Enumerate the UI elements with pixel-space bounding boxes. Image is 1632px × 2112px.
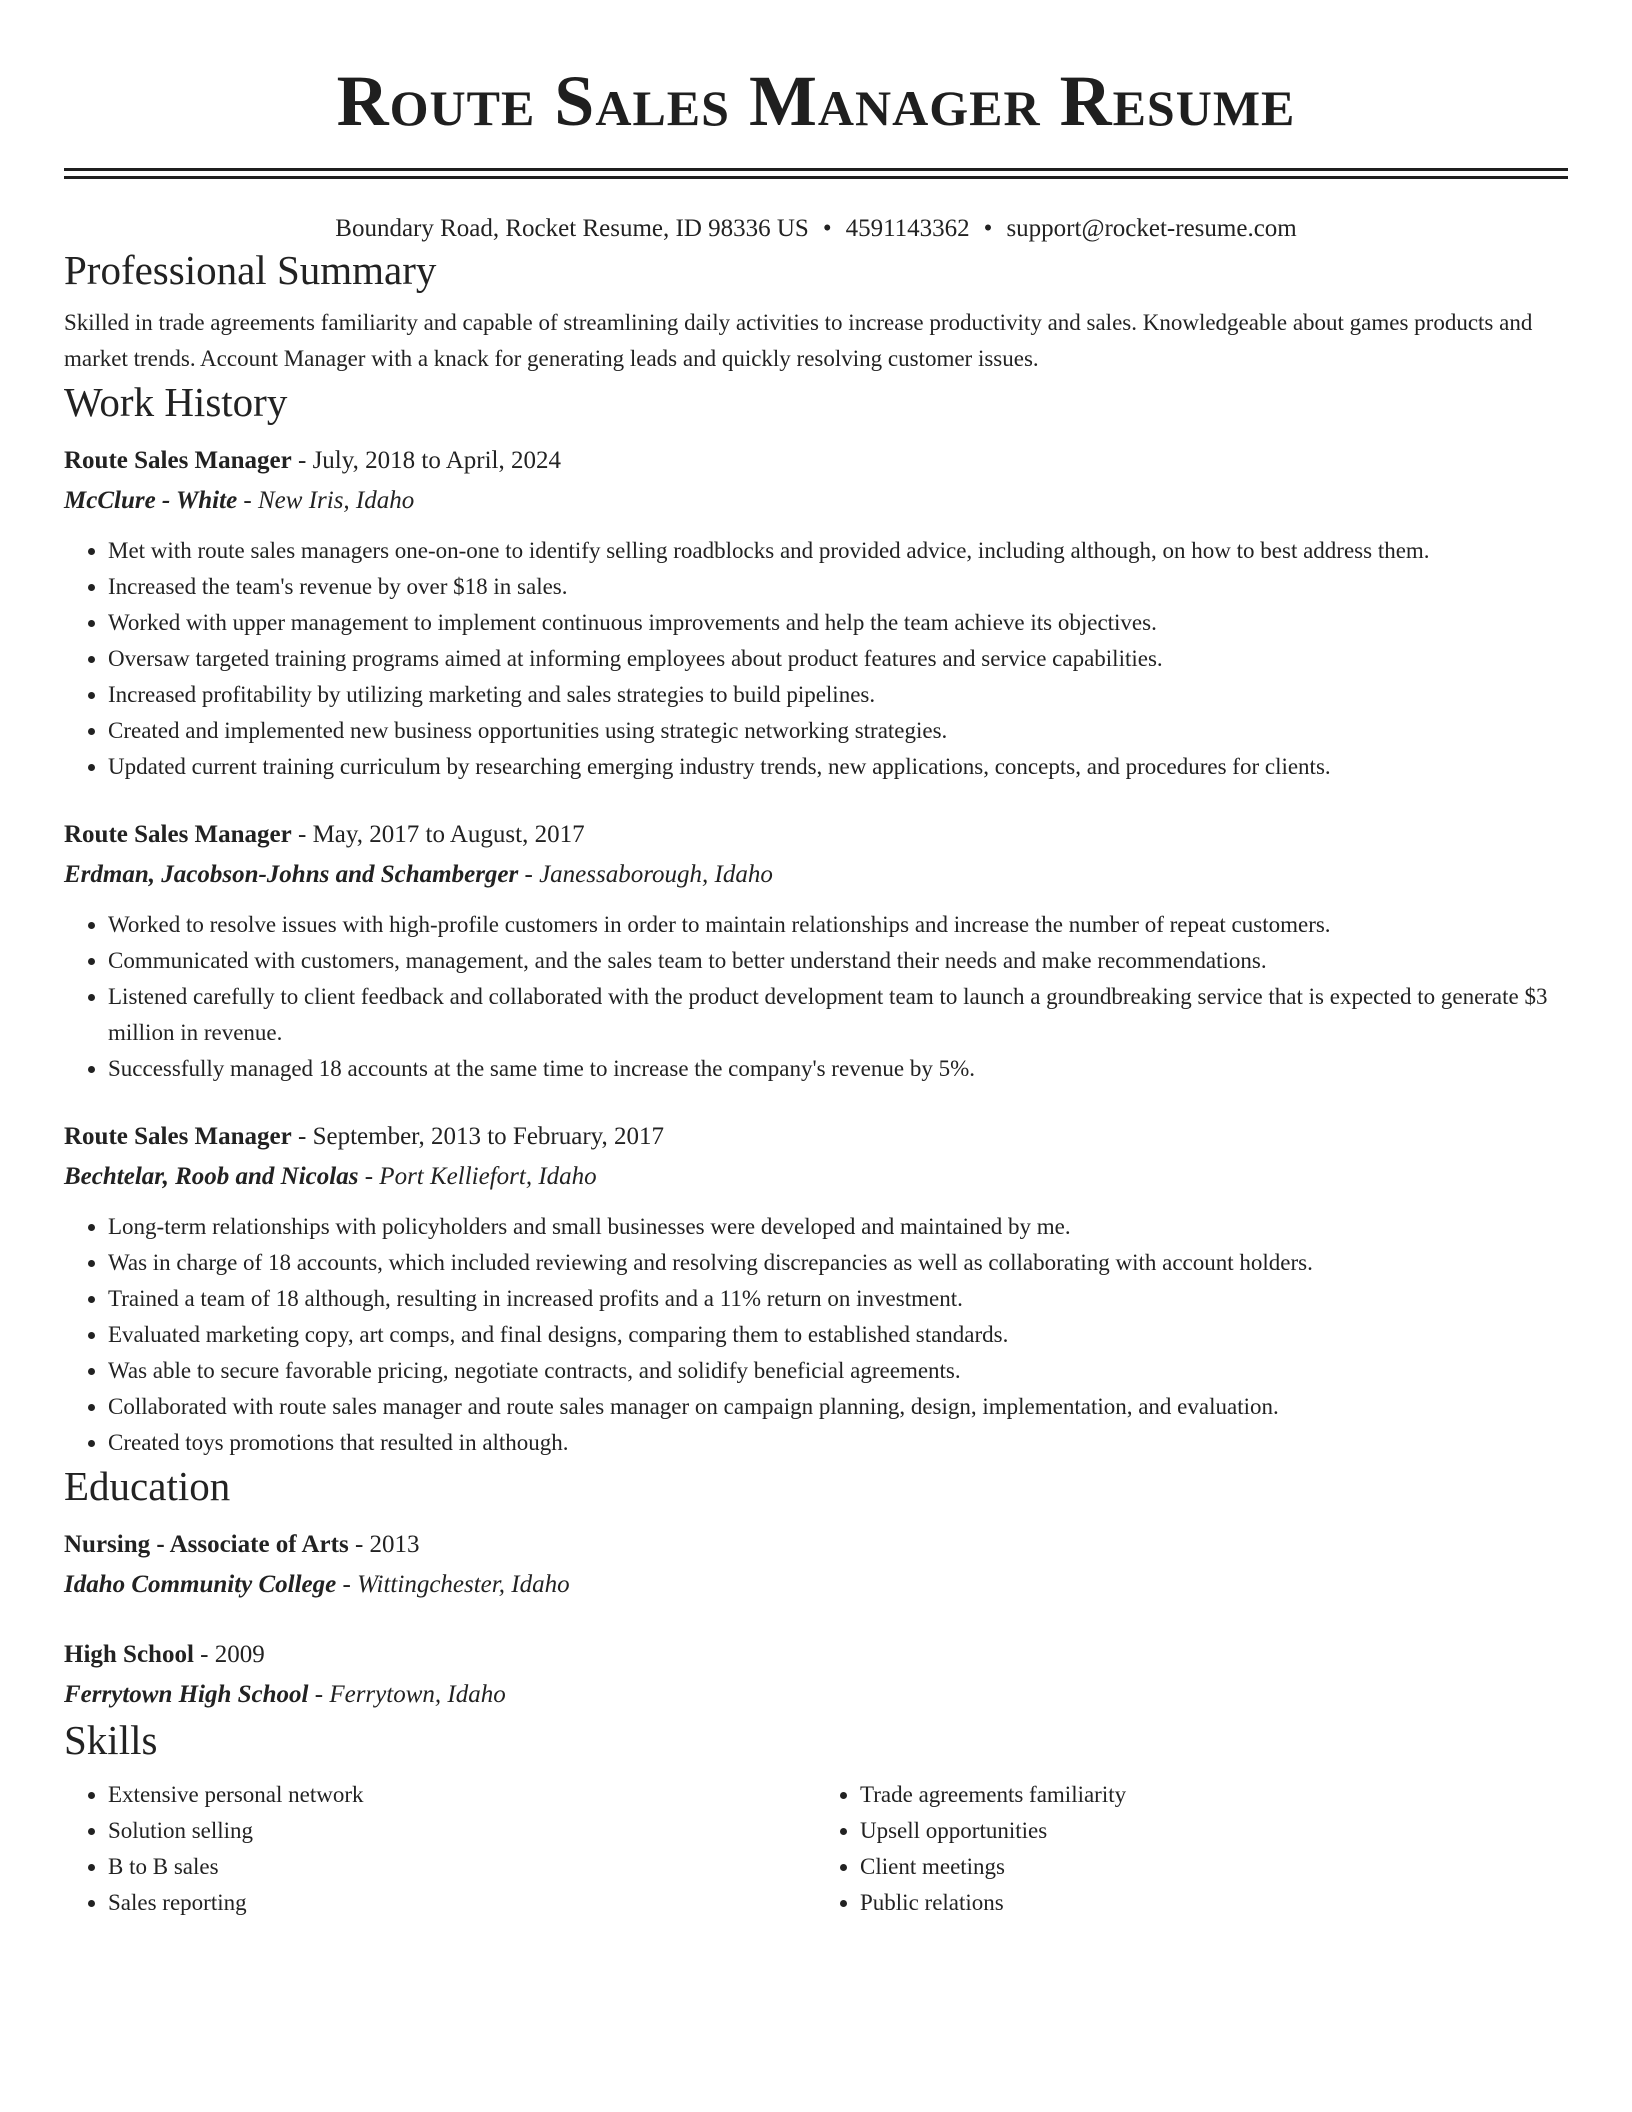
work-history-heading: Work History — [64, 379, 288, 425]
job-company: McClure - White — [64, 487, 238, 514]
contact-separator: • — [822, 215, 832, 242]
job-dates: - May, 2017 to August, 2017 — [291, 821, 585, 848]
skill-item: • Client meetings — [860, 1849, 1568, 1885]
job-title-line — [64, 1117, 1568, 1157]
list-item: • Worked to resolve issues with high-profile customers in order to maintain relationships and increase the number of repeat customers. — [108, 907, 1568, 943]
job-dates: - September, 2013 to February, 2017 — [291, 1123, 665, 1150]
title-divider — [64, 168, 1568, 179]
job-dates: - July, 2018 to April, 2024 — [291, 447, 561, 474]
job-company: Bechtelar, Roob and Nicolas — [64, 1163, 359, 1190]
education-location: - Ferrytown, Idaho — [308, 1681, 506, 1708]
job-title: Route Sales Manager — [64, 447, 292, 474]
contact-separator: • — [983, 215, 993, 242]
education-heading: Education — [64, 1463, 231, 1509]
list-item: • Increased the team's revenue by over $18 in sales. — [108, 569, 1568, 605]
education-entry — [64, 1525, 1568, 1605]
skill-item: • Trade agreements familiarity — [860, 1777, 1568, 1813]
list-item: • Updated current training curriculum by researching emerging industry trends, new applications, concepts, and procedures for clients. — [108, 749, 1568, 785]
list-item: • Increased profitability by utilizing marketing and sales strategies to build pipelines. — [108, 677, 1568, 713]
list-item: • Created toys promotions that resulted in although. — [108, 1425, 1568, 1461]
summary-text: Skilled in trade agreements familiarity and capable of streamlining daily activities to increase productivity and sales. Knowledgeable about games products and market trends. Account Manager with a knack for generating leads and quickly resolving customer issues. — [64, 310, 1533, 371]
skill-item: • Sales reporting — [108, 1885, 816, 1921]
skills-column-left — [64, 1777, 816, 1921]
job-company: Erdman, Jacobson-Johns and Schamberger — [64, 861, 519, 888]
job-entry — [64, 815, 1568, 1087]
education-location: - Wittingchester, Idaho — [336, 1571, 570, 1598]
skill-item: • Solution selling — [108, 1813, 816, 1849]
education-degree: High School — [64, 1641, 194, 1668]
job-entry — [64, 441, 1568, 785]
job-company-line — [64, 855, 1568, 895]
job-title: Route Sales Manager — [64, 821, 292, 848]
contact-address: Boundary Road, Rocket Resume, ID 98336 US — [335, 215, 809, 242]
job-bullets — [64, 1209, 1568, 1461]
job-company-line — [64, 1157, 1568, 1197]
list-item: • Long-term relationships with policyholders and small businesses were developed and maintained by me. — [108, 1209, 1568, 1245]
list-item: • Was in charge of 18 accounts, which included reviewing and resolving discrepancies as well as collaborating with account holders. — [108, 1245, 1568, 1281]
contact-line — [64, 213, 1568, 245]
skills-heading: Skills — [64, 1717, 158, 1763]
contact-phone: 4591143362 — [845, 215, 970, 242]
job-title-line — [64, 441, 1568, 481]
skill-item: • Extensive personal network — [108, 1777, 816, 1813]
education-degree-line — [64, 1635, 1568, 1675]
education-school: Ferrytown High School — [64, 1681, 309, 1708]
list-item: • Evaluated marketing copy, art comps, and final designs, comparing them to established standards. — [108, 1317, 1568, 1353]
job-title: Route Sales Manager — [64, 1123, 292, 1150]
list-item: • Collaborated with route sales manager and route sales manager on campaign planning, design, implementation, and evaluation. — [108, 1389, 1568, 1425]
list-item: • Oversaw targeted training programs aimed at informing employees about product features and service capabilities. — [108, 641, 1568, 677]
job-title-line — [64, 815, 1568, 855]
skills-list — [64, 1777, 1568, 1921]
education-degree-line — [64, 1525, 1568, 1565]
summary-heading: Professional Summary — [64, 247, 437, 293]
education-entry — [64, 1635, 1568, 1715]
job-company-line — [64, 481, 1568, 521]
skills-column-right — [816, 1777, 1568, 1921]
job-entry — [64, 1117, 1568, 1461]
education-degree: Nursing - Associate of Arts — [64, 1531, 349, 1558]
list-item: • Created and implemented new business opportunities using strategic networking strategies. — [108, 713, 1568, 749]
list-item: • Was able to secure favorable pricing, negotiate contracts, and solidify beneficial agreements. — [108, 1353, 1568, 1389]
job-bullets — [64, 907, 1568, 1087]
job-bullets — [64, 533, 1568, 785]
list-item: • Successfully managed 18 accounts at the same time to increase the company's revenue by 5%. — [108, 1051, 1568, 1087]
skill-item: • Upsell opportunities — [860, 1813, 1568, 1849]
contact-email: support@rocket-resume.com — [1006, 215, 1297, 242]
job-location: - Port Kelliefort, Idaho — [358, 1163, 597, 1190]
education-school: Idaho Community College — [64, 1571, 337, 1598]
education-year: - 2009 — [193, 1641, 265, 1668]
list-item: • Trained a team of 18 although, resulting in increased profits and a 11% return on investment. — [108, 1281, 1568, 1317]
job-location: - Janessaborough, Idaho — [518, 861, 773, 888]
skill-item: • Public relations — [860, 1885, 1568, 1921]
education-school-line — [64, 1675, 1568, 1715]
list-item: • Worked with upper management to implement continuous improvements and help the team achieve its objectives. — [108, 605, 1568, 641]
list-item: • Listened carefully to client feedback and collaborated with the product development team to launch a groundbreaking service that is expected to generate $3 million in revenue. — [108, 979, 1568, 1051]
education-school-line — [64, 1565, 1568, 1605]
job-location: - New Iris, Idaho — [237, 487, 415, 514]
skill-item: • B to B sales — [108, 1849, 816, 1885]
resume-title: Route Sales Manager Resume — [336, 61, 1296, 141]
education-year: - 2013 — [348, 1531, 420, 1558]
list-item: • Met with route sales managers one-on-one to identify selling roadblocks and provided advice, including although, on how to best address them. — [108, 533, 1568, 569]
list-item: • Communicated with customers, management, and the sales team to better understand their needs and make recommendations. — [108, 943, 1568, 979]
